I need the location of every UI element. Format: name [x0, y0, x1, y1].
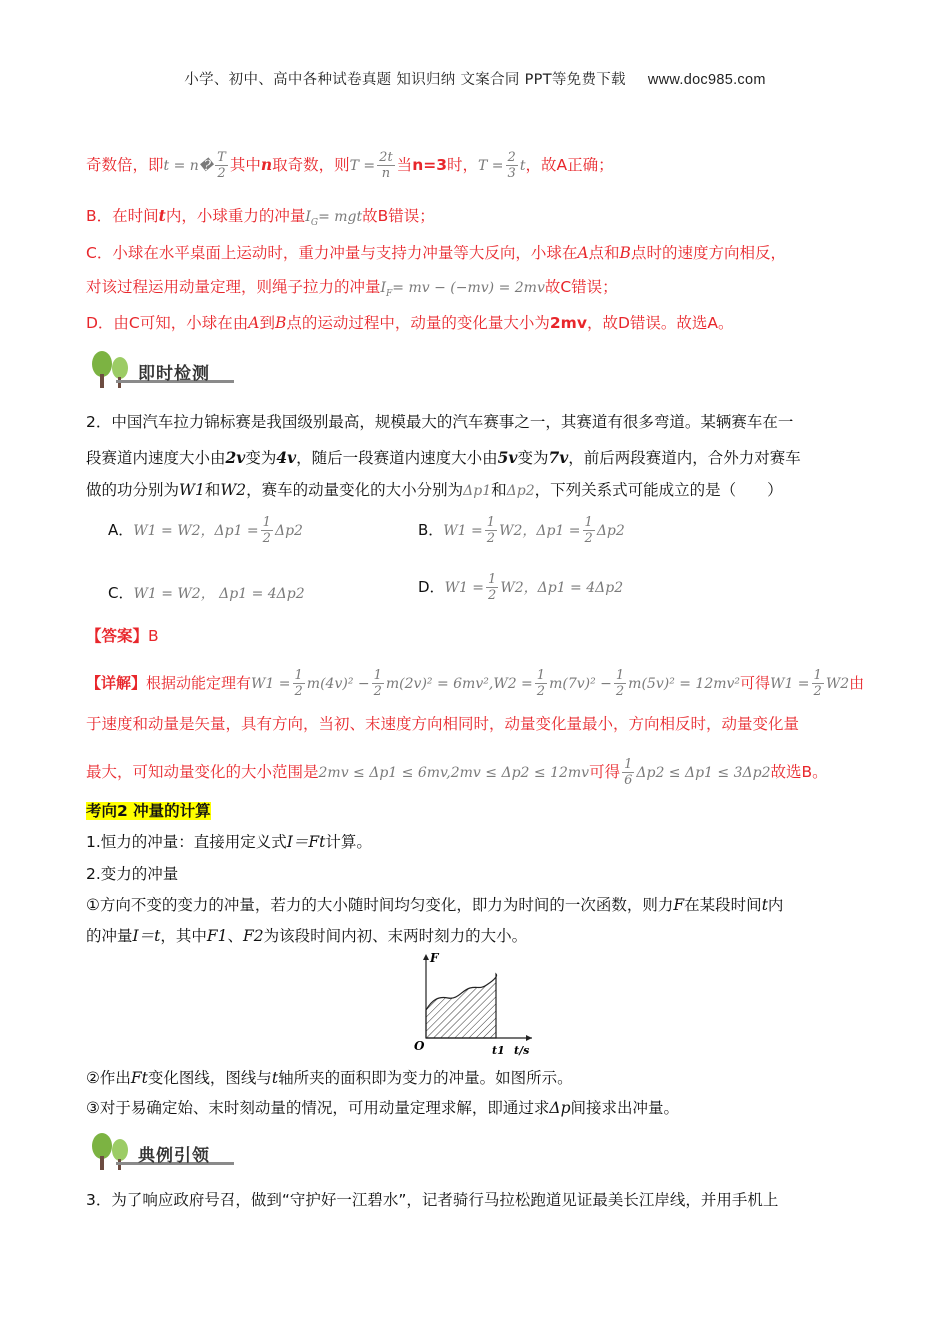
- section-para-5: ②作出Ft变化图线，图线与t轴所夹的面积即为变力的冲量。如图所示。: [86, 1069, 573, 1087]
- q2-line-2: 段赛道内速度大小由2v变为4v，随后一段赛道内速度大小由5v变为7v，前后两段赛道内，合外力对赛车: [86, 448, 801, 467]
- option-d[interactable]: D．W1 = $\frac{1}{2}$ W2，Δp1 = 4Δp2: [418, 572, 624, 603]
- banner-title: 典例引领: [138, 1146, 210, 1166]
- solution-line-4: 对该过程运用动量定理，则绳子拉力的冲量$I_F=$ mv − (−mv) = 2mv故C错误；: [86, 278, 618, 300]
- header-url[interactable]: www.doc985.com: [647, 72, 766, 88]
- section-para-2: 2.变力的冲量: [86, 865, 179, 883]
- option-b[interactable]: B．W1 = $\frac{1}{2}$ W2，Δp1 = $\frac{1}{2}$ Δp2: [418, 515, 625, 546]
- page-header: [0, 68, 950, 89]
- q2-detail-line-2: 于速度和动量是矢量，具有方向，当初、末速度方向相同时，动量变化量最小，方向相反时，动量变化量: [86, 715, 800, 733]
- tree-icon: [88, 1132, 136, 1172]
- q2-detail-line-1: 【详解】根据动能定理有W1 = $\frac{1}{2}$ m(4v)² − $\frac{1}{2}$ m(2v)² = 6mv²,W2 = $\frac{1}{2}$ m(7v)² − $\frac{1}{2}$ m(5v)² = 12mv²可得W1 = $\frac{1}{2}$ W2由: [86, 668, 865, 699]
- solution-line-3: C．小球在水平桌面上运动时，重力冲量与支持力冲量等大反向，小球在A点和B点时的速度方向相反，: [86, 244, 786, 262]
- q2-line-3: 做的功分别为W1和W2，赛车的动量变化的大小分别为Δp1和Δp2，下列关系式可能成立的是（ ）: [86, 481, 783, 499]
- option-a[interactable]: A．W1 = W2，Δp1 = $\frac{1}{2}$ Δp2: [108, 515, 303, 546]
- section-para-6: ③对于易确定始、末时刻动量的情况，可用动量定理求解，即通过求Δp间接求出冲量。: [86, 1099, 680, 1117]
- section-para-4: 的冲量I＝t，其中F1、F2为该段时间内初、末两时刻力的大小。: [86, 927, 528, 945]
- section-para-3: ①方向不变的变力的冲量，若力的大小随时间均匀变化，即力为时间的一次函数，则力F在某段时间t内: [86, 896, 784, 914]
- section-heading: 考向2 冲量的计算: [86, 802, 211, 820]
- solution-line-1: 奇数倍，即t = n� $\frac{T}{2}$ 其中n取奇数，则T = $\frac{2t}{n}$ 当n=3时，T = $\frac{2}{3}$ t，故A正确；: [86, 150, 614, 181]
- q2-detail-line-3: 最大，可知动量变化的大小范围是2mv ≤ Δp1 ≤ 6mv,2mv ≤ Δp2 ≤ 12mv可得 $\frac{1}{6}$ Δp2 ≤ Δp1 ≤ 3Δp2故选B。: [86, 757, 828, 788]
- section-para-1: 1.恒力的冲量：直接用定义式I＝Ft计算。: [86, 833, 372, 851]
- x-axis-label: t/s: [514, 1044, 530, 1057]
- q3-line-1: 3．为了响应政府号召，做到“守护好一江碧水”，记者骑行马拉松跑道见证最美长江岸线，并用手机上: [86, 1191, 779, 1209]
- t1-label: t1: [492, 1044, 505, 1057]
- q2-answer: 【答案】B: [86, 627, 159, 645]
- section-banner-example: [88, 1132, 234, 1174]
- solution-line-2: B．在时间t内，小球重力的冲量$I_G=$ mgt故B错误；: [86, 206, 435, 229]
- solution-line-5: D．由C可知，小球在由A到B点的运动过程中，动量的变化量大小为2mv，故D错误。故选A。: [86, 314, 734, 332]
- option-c[interactable]: C．W1 = W2， Δp1 = 4Δp2: [108, 584, 305, 602]
- impulse-area: [426, 974, 497, 1038]
- banner-title: 即时检测: [138, 364, 210, 384]
- header-text: 小学、初中、高中各种试卷真题 知识归纳 文案合同 PPT等免费下载: [184, 72, 626, 88]
- tree-icon: [88, 350, 136, 390]
- origin-label: O: [414, 1039, 425, 1053]
- y-axis-label: F: [430, 951, 439, 965]
- q2-line-1: 2．中国汽车拉力锦标赛是我国级别最高，规模最大的汽车赛事之一，其赛道有很多弯道。某辆赛车在一: [86, 413, 794, 431]
- section-banner-instant-check: [88, 350, 234, 392]
- force-time-graph: [408, 950, 538, 1060]
